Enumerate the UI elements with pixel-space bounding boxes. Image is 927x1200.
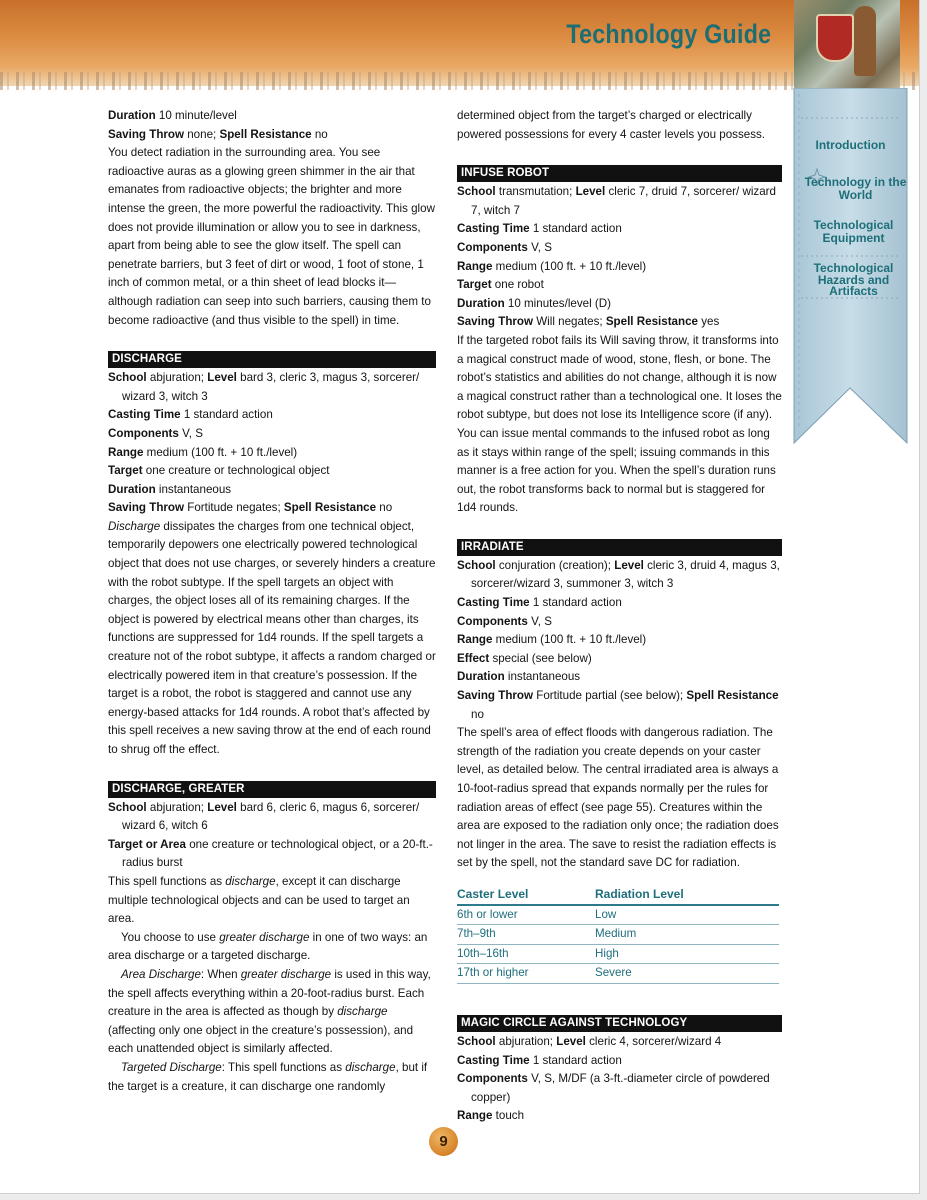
stat-line: Duration instantaneous — [457, 670, 581, 684]
stat-line: School abjuration; Level cleric 4, sorcerer/wizard 4 — [457, 1034, 722, 1048]
stat-line: Casting Time 1 standard action — [457, 222, 622, 236]
stat-line: Saving Throw Fortitude partial (see below); Spell Resistance no — [457, 689, 779, 721]
spell-heading-discharge: DISCHARGE — [108, 351, 436, 368]
stat-line: Casting Time 1 standard action — [108, 408, 273, 422]
header-torn-edge — [0, 72, 919, 90]
shield-icon — [816, 14, 854, 62]
nav-item-technology-in-the-world[interactable]: Technology in the World — [804, 175, 907, 202]
nav-item-technological-equipment[interactable]: Technological Equipment — [813, 218, 894, 245]
corner-illustration — [794, 0, 900, 92]
stat-line: Target one creature or technological object — [108, 464, 330, 478]
table-row: 10th–16th High — [457, 944, 779, 964]
stat-line: Casting Time 1 standard action — [457, 1053, 622, 1067]
stat-line: Range touch — [457, 1109, 525, 1123]
spell-description: The spell’s area of effect floods with dangerous radiation. The strength of the radiation you create depends on your caster level, as detailed below. The central irradiated area is always a 10-foot-radius spread that expands normally per the rules for radiation areas of effect (see page 55). Creatures within the area are exposed to the radiation only once; the radiation does not linger in the area. The save to resist the radiation effects is set by the spell, not the standard save DC for radiation. — [457, 726, 779, 870]
spell-description: Discharge dissipates the charges from one technical object, temporarily depowers one electrically powered technological object that does not use charges, or severely hinders a creature with the robot subtype. If the spell targets an object with charges, the object loses all of its remaining charges. If the object is powered by electrical means other than charges, its functions are suppressed for 1d4 rounds. If the spell targets a creature not of the robot subtype, it affects a random charged or electrically powered item in that creature’s possession. If the target is a robot, the robot is staggered and cannot use any energy-based attacks for 1d4 rounds. A robot that’s affected by this spell receives a new saving throw at the end of each round to shrug off the effect. — [108, 519, 436, 756]
nav-item-technological-hazards[interactable]: Technological Hazards and Artifacts — [813, 261, 894, 298]
spell-description: If the targeted robot fails its Will saving throw, it transforms into a magical construct made of wood, stone, flesh, or bone. The robot’s statistics and abilities do not change, although it is now a magical construct rather than a technological one. It loses the robot subtype, but does not lose its Intelligence score (if any). You can issue mental commands to the infused robot as long as it stays within range of the spell; issuing commands in this manner is a free action for you. When the spell’s duration runs out, the robot transforms back to normal but is staggered for 1d4 rounds. — [457, 333, 782, 515]
stat-line: Saving Throw Fortitude negates; Spell Resistance no — [108, 501, 393, 515]
stat-line: Components V, S, M/DF (a 3-ft.-diameter circle of powdered copper) — [457, 1072, 770, 1104]
spell-description: Targeted Discharge: This spell functions as discharge, but if the target is a creature, it can discharge one randomly — [108, 1060, 428, 1093]
table-header-caster-level: Caster Level — [457, 885, 595, 905]
stat-line: Range medium (100 ft. + 10 ft./level) — [457, 633, 647, 647]
stat-line: Components V, S — [457, 240, 552, 254]
stat-line: Target one robot — [457, 278, 544, 292]
spell-description: This spell functions as discharge, except it can discharge multiple technological objects and can be used to target an area. — [108, 874, 410, 926]
nav-item-introduction[interactable]: Introduction — [815, 138, 886, 152]
stat-line: School conjuration (creation); Level cleric 3, druid 4, magus 3, sorcerer/wizard 3, summoner 3, witch 3 — [457, 558, 780, 591]
column-left — [108, 107, 436, 1096]
page-number: 9 — [429, 1127, 458, 1156]
stat-line: Casting Time 1 standard action — [457, 596, 622, 610]
spell-heading-discharge-greater: DISCHARGE, GREATER — [108, 781, 436, 798]
stat-line: Saving Throw Will negates; Spell Resistance yes — [457, 315, 720, 329]
stat-line: Duration instantaneous — [108, 482, 232, 496]
stat-line: Components V, S — [108, 426, 203, 440]
header-title: Technology Guide — [566, 19, 771, 49]
table-row: 6th or lower Low — [457, 905, 779, 925]
stat-line: School transmutation; Level cleric 7, druid 7, sorcerer/ wizard 7, witch 7 — [457, 185, 776, 217]
stat-line: Duration 10 minutes/level (D) — [457, 296, 611, 310]
spell-description: determined object from the target’s charged or electrically powered possessions for every 4 caster levels you possess. — [457, 109, 766, 141]
chapter-nav — [791, 88, 910, 448]
stat-line: Range medium (100 ft. + 10 ft./level) — [457, 259, 647, 273]
figure-illustration — [854, 6, 876, 76]
spell-heading-infuse-robot: INFUSE ROBOT — [457, 165, 782, 182]
spell-heading-irradiate: IRRADIATE — [457, 539, 782, 556]
spell-description: You choose to use greater discharge in one of two ways: an area discharge or a targeted discharge. — [108, 930, 428, 963]
stat-line: Components V, S — [457, 614, 552, 628]
table-header-row — [457, 885, 779, 905]
stat-line: Range medium (100 ft. + 10 ft./level) — [108, 445, 298, 459]
spell-description: You detect radiation in the surrounding area. You see radioactive auras as a glowing green shimmer in the air that emanates from radioactive objects; the brighter and more intense the green, the more powerful the radioactivity. This glow does not provide illumination or allow you to see in darkness, apart from being able to see the glow itself. The spell can penetrate barriers, but 3 feet of dirt or wood, 1 foot of stone, 1 inch of common metal, or a thin sheet of lead blocks it—although radiation can seep into such barriers, causing them to become radioactive (and thus visible to the spell) in time. — [108, 146, 435, 327]
table-header-radiation-level: Radiation Level — [595, 885, 779, 905]
stat-line: Saving Throw none; Spell Resistance no — [108, 127, 328, 141]
table-row: 7th–9th Medium — [457, 925, 779, 945]
radiation-level-table — [457, 885, 779, 984]
spell-heading-magic-circle: MAGIC CIRCLE AGAINST TECHNOLOGY — [457, 1015, 782, 1032]
stat-line: School abjuration; Level bard 3, cleric 3, magus 3, sorcerer/ wizard 3, witch 3 — [108, 371, 420, 403]
stat-line: Effect special (see below) — [457, 651, 592, 665]
spell-description: Area Discharge: When greater discharge is used in this way, the spell affects everything within a 20-foot-radius burst. Each creature in the area is affected as though by discharge (affecting only one object in the creature’s possession), and each unattended object is similarly affected. — [108, 967, 431, 1056]
stat-line: Duration 10 minute/level — [108, 109, 237, 122]
stat-line: Target or Area one creature or technological object, or a 20-ft.-radius burst — [108, 837, 433, 870]
table-row: 17th or higher Severe — [457, 964, 779, 984]
column-right — [457, 107, 782, 1126]
stat-line: School abjuration; Level bard 6, cleric 6, magus 6, sorcerer/ wizard 6, witch 6 — [108, 800, 420, 833]
